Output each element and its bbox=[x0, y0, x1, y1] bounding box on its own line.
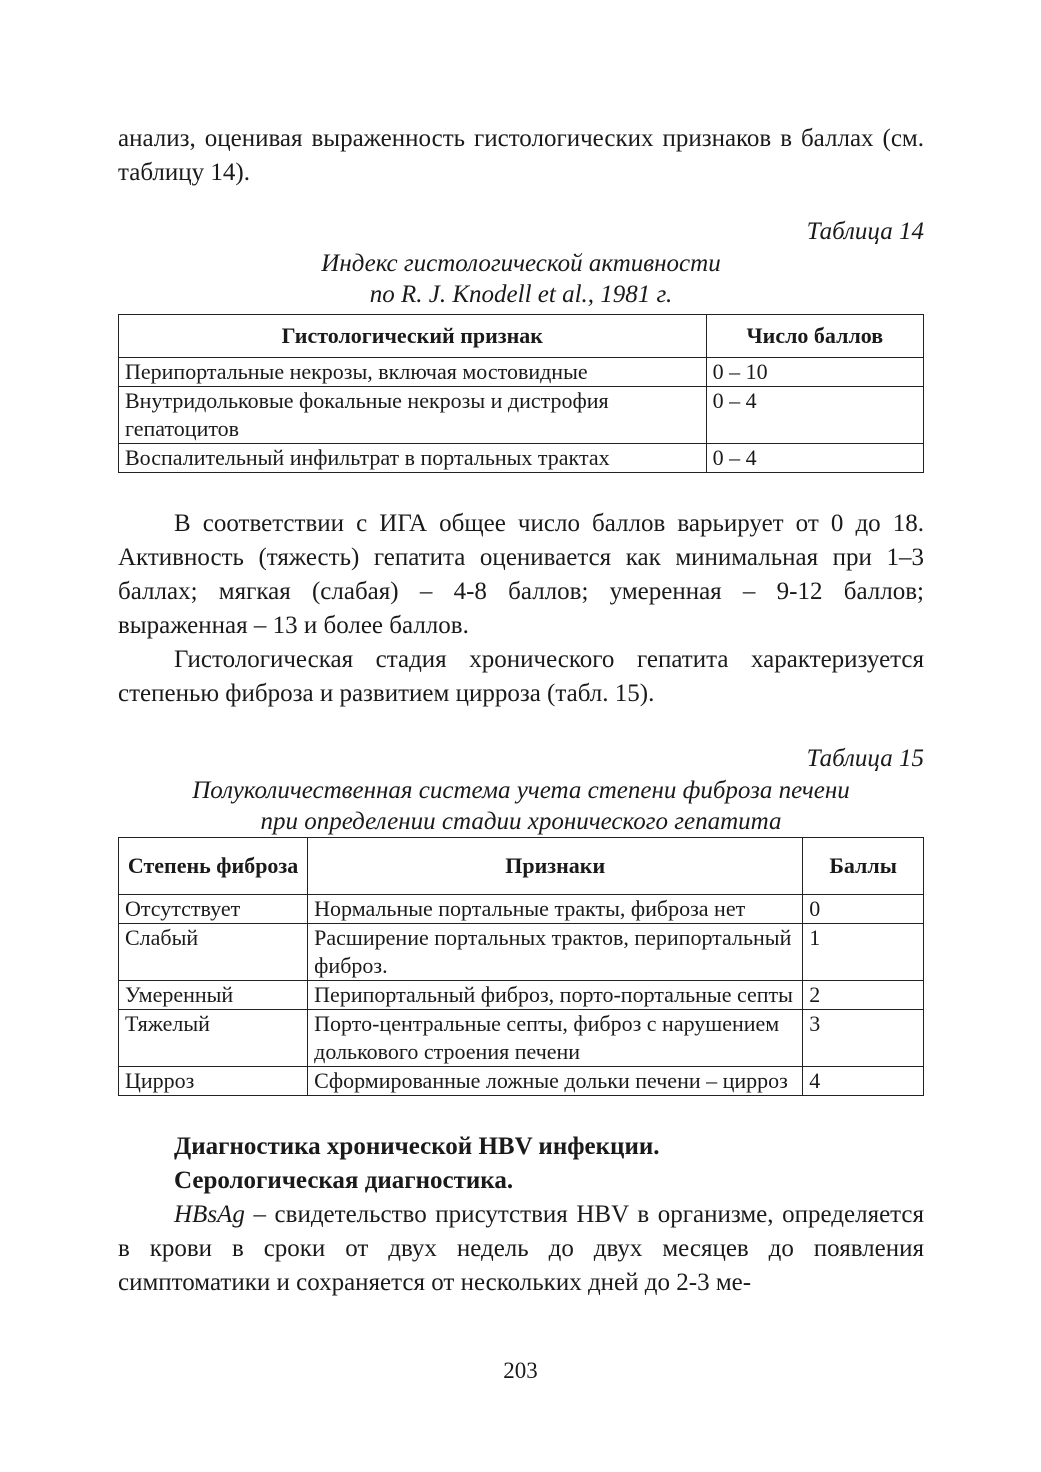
table15-cell: Перипортальный фиброз, порто-портальные септы bbox=[308, 981, 803, 1010]
intro-paragraph: анализ, оценивая выраженность гистологических признаков в баллах (см. таблицу 14). bbox=[118, 125, 924, 186]
table15-caption-line2: при определении стадии хронического гепатита bbox=[260, 808, 782, 835]
table14-cell: Внутридольковые фокальные некрозы и дистрофия гепатоцитов bbox=[119, 387, 707, 444]
table15-cell: 2 bbox=[803, 981, 924, 1010]
table14-header-cell: Гистологический признак bbox=[119, 315, 707, 358]
table15-row bbox=[119, 895, 924, 924]
body-paragraph: Гистологическая стадия хронического гепатита характеризуется степенью фиброза и развитием цирроза (табл. 15). bbox=[118, 646, 924, 707]
table15-cell: Порто-центральные септы, фиброз с нарушением долькового строения печени bbox=[308, 1010, 803, 1067]
table14 bbox=[118, 314, 924, 473]
table15-row bbox=[119, 981, 924, 1010]
subsection-heading: Серологическая диагностика. bbox=[174, 1167, 514, 1194]
table15 bbox=[118, 837, 924, 1096]
table15-header-cell: Признаки bbox=[308, 838, 803, 895]
table14-cell: Перипортальные некрозы, включая мостовидные bbox=[119, 358, 707, 387]
table14-cell: Воспалительный инфильтрат в портальных трактах bbox=[119, 444, 707, 473]
table14-row bbox=[119, 387, 924, 444]
page-number: 203 bbox=[503, 1358, 538, 1383]
table14-label: Таблица 14 bbox=[806, 218, 924, 245]
table15-cell: 0 bbox=[803, 895, 924, 924]
table14-caption-line2: по R. J. Knodell et al., 1981 г. bbox=[369, 281, 673, 308]
body-paragraph bbox=[118, 1198, 924, 1300]
table14-cell: 0 – 4 bbox=[706, 387, 923, 444]
table14-row bbox=[119, 358, 924, 387]
table14-cell: 0 – 10 bbox=[706, 358, 923, 387]
table15-cell: Сформированные ложные дольки печени – цирроз bbox=[308, 1067, 803, 1096]
table15-cell: 4 bbox=[803, 1067, 924, 1096]
table15-cell: 1 bbox=[803, 924, 924, 981]
table15-row bbox=[119, 1010, 924, 1067]
table15-label: Таблица 15 bbox=[806, 745, 924, 772]
paragraph-text: – свидетельство присутствия HBV в организме, определяется в крови в сроки от двух недель до двух месяцев до появления симптоматики и сохраняется от нескольких дней до 2-3 ме- bbox=[118, 1201, 924, 1296]
table14-header-row bbox=[119, 315, 924, 358]
table15-cell: Тяжелый bbox=[119, 1010, 308, 1067]
table15-cell: Нормальные портальные тракты, фиброза нет bbox=[308, 895, 803, 924]
table14-row bbox=[119, 444, 924, 473]
table15-header-cell: Баллы bbox=[803, 838, 924, 895]
table15-cell: Умеренный bbox=[119, 981, 308, 1010]
table15-row bbox=[119, 924, 924, 981]
table15-cell: Отсутствует bbox=[119, 895, 308, 924]
section-heading: Диагностика хронической HBV инфекции. bbox=[174, 1133, 660, 1160]
table14-header-cell: Число баллов bbox=[706, 315, 923, 358]
table15-row bbox=[119, 1067, 924, 1096]
page-content bbox=[118, 122, 924, 1300]
table14-caption-line1: Индекс гистологической активности bbox=[321, 250, 721, 277]
body-paragraph: В соответствии с ИГА общее число баллов варьирует от 0 до 18. Активность (тяжесть) гепатита оценивается как минимальная при 1–3 баллах; мягкая (слабая) – 4-8 баллов; умеренная – 9-12 баллов; выраженная – 13 и более баллов. bbox=[118, 510, 924, 639]
table15-header-cell: Степень фиброза bbox=[119, 838, 308, 895]
table15-cell: Расширение портальных трактов, перипортальный фиброз. bbox=[308, 924, 803, 981]
table15-header-row bbox=[119, 838, 924, 895]
term-hbsag: HBsAg bbox=[174, 1201, 245, 1228]
table15-cell: Слабый bbox=[119, 924, 308, 981]
table14-cell: 0 – 4 bbox=[706, 444, 923, 473]
table15-cell: Цирроз bbox=[119, 1067, 308, 1096]
table15-cell: 3 bbox=[803, 1010, 924, 1067]
table15-caption-line1: Полуколичественная система учета степени фиброза печени bbox=[192, 777, 850, 804]
